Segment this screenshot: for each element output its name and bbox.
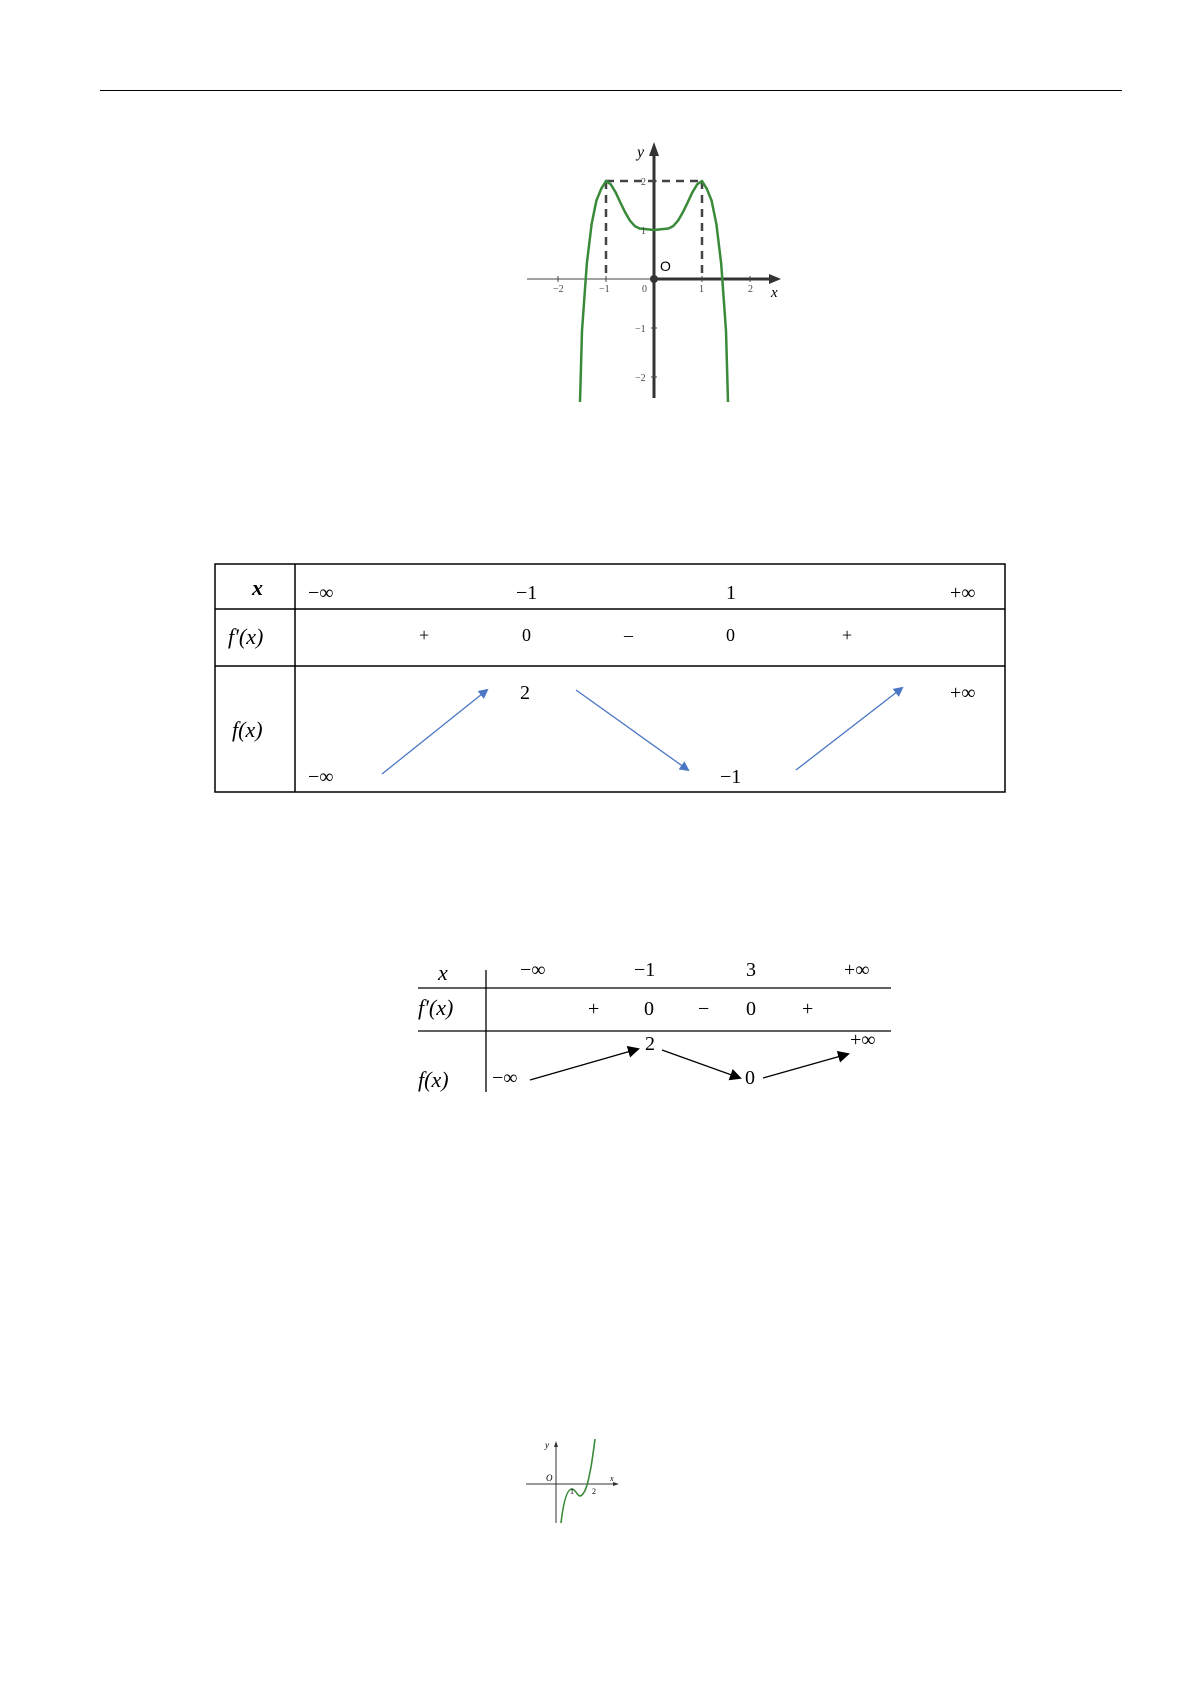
variation-table-2 xyxy=(416,952,896,1102)
sign: + xyxy=(588,998,600,1020)
sign: + xyxy=(842,625,853,645)
variation-table-1 xyxy=(214,563,1008,795)
sign: 0 xyxy=(746,998,756,1020)
row-label-f: f(x) xyxy=(232,717,263,742)
x-value: 3 xyxy=(746,959,756,981)
x-tick-label: −1 xyxy=(599,284,610,295)
f-value-start: −∞ xyxy=(492,1067,518,1089)
x-value: −1 xyxy=(634,959,656,981)
y-axis-label: y xyxy=(637,144,645,161)
x-value: −∞ xyxy=(520,959,546,981)
tick-label: 1 xyxy=(570,1487,574,1496)
increase-arrow xyxy=(530,1049,638,1080)
sign: + xyxy=(802,998,814,1020)
x-tick-label: 2 xyxy=(748,284,753,295)
cubic-graph-small xyxy=(524,1437,620,1525)
x-axis-label: x xyxy=(771,285,778,301)
row-label-x: x xyxy=(438,960,448,985)
sign: 0 xyxy=(644,998,654,1020)
quartic-graph xyxy=(525,140,785,402)
page-header-rule xyxy=(100,90,1122,91)
row-label-x: x xyxy=(252,575,263,600)
sign: 0 xyxy=(726,625,735,645)
sign: 0 xyxy=(522,625,531,645)
f-value-min: −1 xyxy=(720,766,742,788)
decrease-arrow xyxy=(576,690,688,770)
f-value-start: −∞ xyxy=(308,766,334,788)
curve-g xyxy=(561,1439,595,1523)
sign: – xyxy=(624,625,633,645)
f-value-max: 2 xyxy=(520,682,530,704)
tick-label: 2 xyxy=(592,1487,596,1496)
origin-label: O xyxy=(546,1473,553,1483)
origin-label: O xyxy=(660,258,671,274)
sign: + xyxy=(419,625,430,645)
x-value: −1 xyxy=(516,582,538,604)
x-tick-label: −2 xyxy=(553,284,564,295)
x-value: +∞ xyxy=(950,582,976,604)
y-tick-label: 1 xyxy=(641,226,646,237)
row-label-f: f(x) xyxy=(418,1067,449,1092)
sign: − xyxy=(698,998,710,1020)
decrease-arrow xyxy=(662,1050,740,1078)
x-axis-label: x xyxy=(610,1474,614,1483)
f-value-end: +∞ xyxy=(850,1029,876,1051)
f-value-max: 2 xyxy=(645,1033,655,1055)
y-tick-label: 2 xyxy=(641,177,646,188)
x-value: +∞ xyxy=(844,959,870,981)
x-value: 1 xyxy=(726,582,736,604)
x-tick-label: 1 xyxy=(699,284,704,295)
increase-arrow xyxy=(796,688,902,770)
increase-arrow xyxy=(382,690,487,774)
x-tick-label: 0 xyxy=(642,284,647,295)
x-value: −∞ xyxy=(308,582,334,604)
increase-arrow xyxy=(763,1054,848,1078)
y-tick-label: −2 xyxy=(635,373,646,384)
origin-point xyxy=(650,275,658,283)
y-axis-label: y xyxy=(545,1440,549,1450)
y-tick-label: −1 xyxy=(635,324,646,335)
row-label-fprime: f′(x) xyxy=(228,624,264,649)
row-label-fprime: f′(x) xyxy=(418,995,454,1020)
f-value-min: 0 xyxy=(745,1067,755,1089)
f-value-end: +∞ xyxy=(950,682,976,704)
